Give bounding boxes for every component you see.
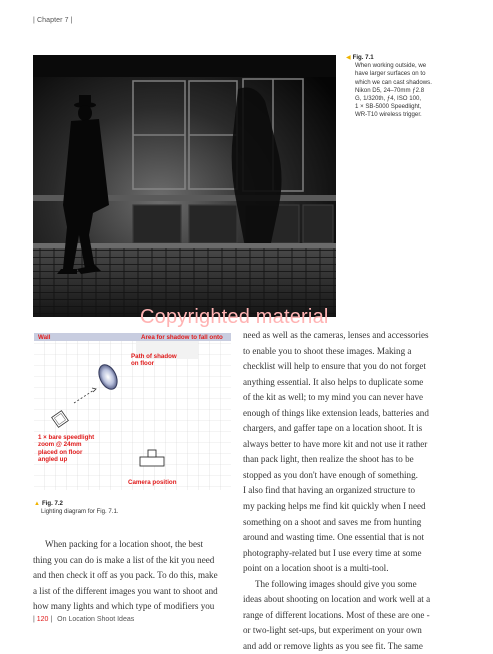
figure-label: Fig. 7.2: [41, 500, 63, 507]
street-night-photo: [33, 55, 336, 317]
text-line: need as well as the cameras, lenses and accessories: [243, 330, 429, 340]
running-head: | Chapter 7 |: [33, 17, 73, 24]
page-number: 120: [36, 616, 49, 623]
text-line: ideas about shooting on location and work well at a: [243, 594, 431, 605]
text-line: point on a location shoot is a multi-tool.: [243, 563, 389, 574]
watermark: Copyrighted material: [140, 306, 329, 328]
text-line: The following images should give you some: [255, 578, 417, 589]
text-line: stopped as you don't have enough of something.: [243, 469, 418, 480]
text-line: thing you can do is make a list of the kit you need: [33, 554, 215, 565]
text-line: When packing for a location shoot, the best: [45, 539, 204, 549]
figure-7-2-caption: [34, 500, 204, 516]
text-line: than pack light, then realize the shoot has to be: [243, 454, 414, 465]
text-line: checklist will help to ensure that you do not forget: [243, 361, 426, 372]
caption-arrow-icon: ◀: [346, 55, 351, 61]
text-line: range of different locations. Most of these are one -: [243, 609, 430, 620]
body-text-left-column: [33, 537, 233, 615]
text-line: or two-light set-ups, but experiment on your own: [243, 625, 422, 636]
text-line: and then check it off as you pack. To do this, make: [33, 570, 218, 581]
figure-7-1-photo: [33, 55, 336, 317]
lighting-diagram: [34, 333, 231, 490]
text-line: how many lights and which type of modifiers you: [33, 601, 215, 612]
caption-line: Nikon D5, 24–70mm ƒ2.8: [355, 86, 425, 94]
text-line: photography-related but I use every time at some: [243, 547, 422, 558]
caption-arrow-icon: ▲: [34, 501, 40, 507]
figure-label: Fig. 7.1: [352, 54, 374, 61]
speedlight-label: 1 × bare speedlight zoom @ 24mm placed on floor angled up: [38, 434, 95, 464]
footer-section-title: On Location Shoot Ideas: [57, 616, 135, 623]
wall-label: Wall: [38, 334, 51, 341]
caption-line: have larger surfaces on to: [355, 70, 426, 78]
text-line: a list of the different images you want to shoot and: [33, 585, 218, 596]
camera-position-label: Camera position: [128, 479, 177, 486]
text-line: around and wasting time. One essential that is not: [243, 532, 425, 543]
text-line: my packing helps me find kit quickly when I need: [243, 501, 426, 512]
body-text-right-column: [243, 328, 465, 654]
shadow-area-label: Area for shadow to fall onto: [141, 334, 223, 341]
caption-line: G, 1/320th, ƒ4, ISO 100,: [355, 95, 422, 103]
caption-text: Lighting diagram for Fig. 7.1.: [41, 508, 119, 516]
caption-line: 1 × SB-5000 Speedlight,: [355, 103, 422, 111]
text-line: of the kit as well; to my mind you can never have: [243, 392, 424, 403]
caption-line: WR-T10 wireless trigger.: [355, 111, 422, 119]
text-line: to enable you to shoot these images. Making a: [243, 345, 412, 356]
figure-7-1-caption: [346, 54, 466, 120]
caption-line: which we can cast shadows.: [355, 78, 432, 86]
text-line: I also find that having an organized structure to: [243, 485, 416, 496]
text-line: and add or remove lights as you see fit. The same: [243, 640, 423, 651]
caption-line: When working outside, we: [355, 62, 427, 70]
text-line: anything essential. It also helps to duplicate some: [243, 376, 424, 387]
text-line: enough of things like extension leads, batteries and: [243, 407, 429, 418]
shadow-path-label: Path of shadow on floor: [131, 353, 177, 368]
text-line: always better to have more kit and not use it rather: [243, 438, 428, 449]
text-line: something on a shoot and saves me from hunting: [243, 516, 422, 527]
text-line: chargers, and gaffer tape on a location shoot. It is: [243, 423, 423, 434]
page-footer: | 120 | On Location Shoot Ideas: [33, 616, 135, 623]
